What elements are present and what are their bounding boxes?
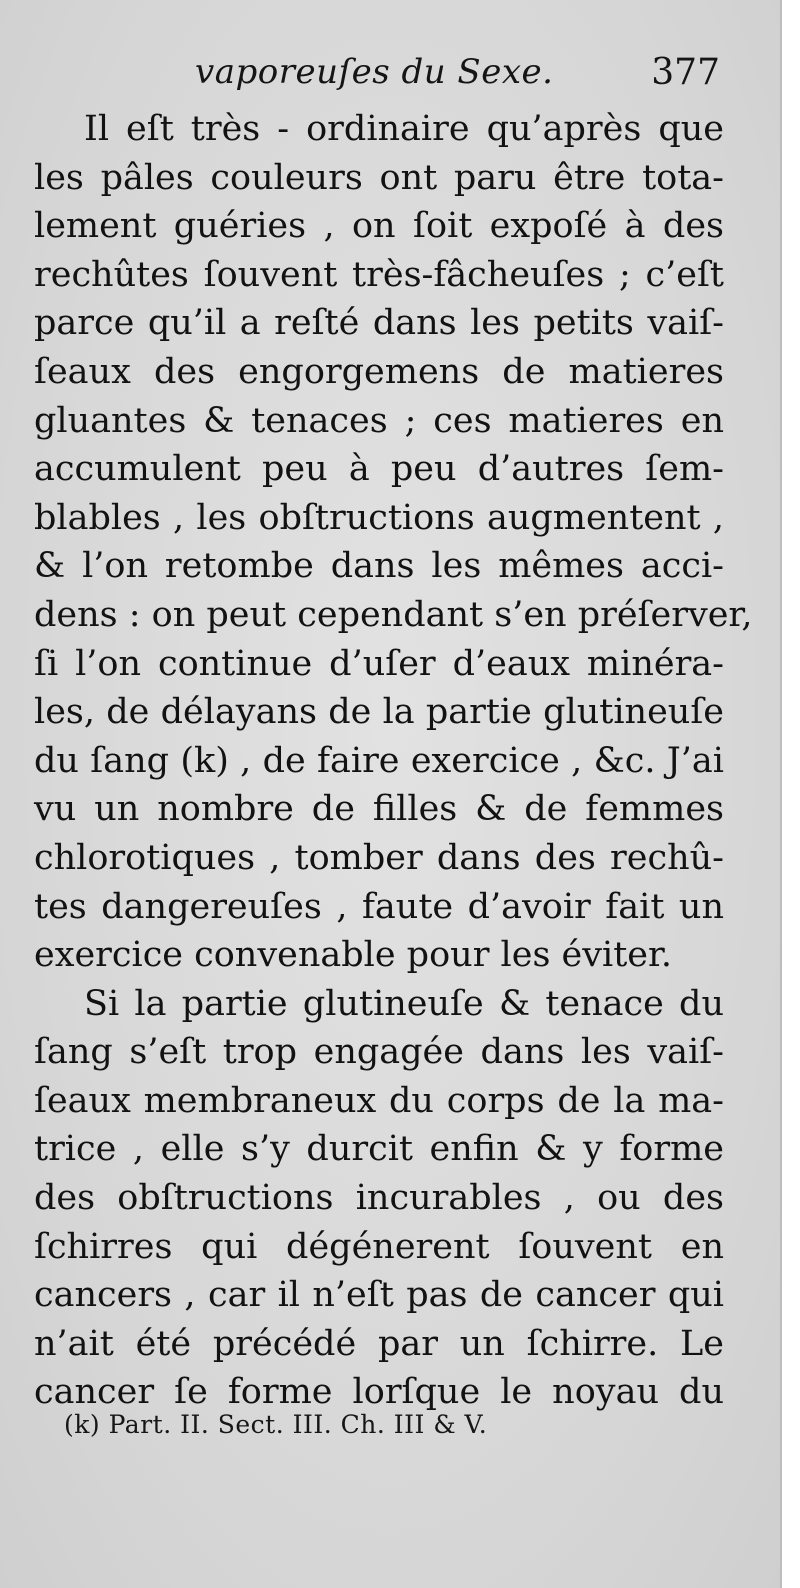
text-line: ſi l’on continue d’uſer d’eaux minéra- [34, 643, 724, 684]
text-line: & l’on retombe dans les mêmes acci- [34, 546, 724, 587]
text-line: lement guéries , on ſoit expoſé à des [34, 206, 724, 247]
body-text [34, 105, 753, 1417]
text-line: du ſang (k) , de faire exercice , &c. J’ai [34, 740, 724, 781]
text-line: cancers , car il n’eſt pas de cancer qui [34, 1275, 724, 1316]
text-line: blables , les obſtructions augmentent , [34, 497, 724, 538]
text-line: tes dangereuſes , faute d’avoir fait un [34, 886, 724, 927]
text-line: ſeaux des engorgemens de matieres [34, 351, 724, 392]
text-line: cancer ſe forme lorſque le noyau du [34, 1372, 724, 1413]
text-line: parce qu’il a reſté dans les petits vaiſ- [34, 303, 724, 344]
running-title: vaporeuſes du Sexe. [195, 52, 554, 92]
text-line: Si la partie glutineuſe & tenace du [84, 983, 724, 1024]
text-line: gluantes & tenaces ; ces matieres en [34, 400, 724, 441]
text-line: les pâles couleurs ont paru être tota- [34, 157, 724, 198]
text-line: ſang s’eſt trop engagée dans les vaiſ- [34, 1032, 724, 1073]
text-line: des obſtructions incurables , ou des [34, 1178, 724, 1219]
running-head [195, 52, 720, 112]
text-line: dens : on peut cependant s’en préſerver, [34, 594, 753, 635]
text-line: Il eſt très - ordinaire qu’après que [84, 109, 724, 149]
text-line: ſeaux membraneux du corps de la ma- [34, 1080, 724, 1121]
text-line: vu un nombre de filles & de femmes [34, 789, 724, 830]
text-line: exercice convenable pour les éviter. [34, 935, 673, 976]
paragraph-1 [34, 105, 753, 980]
text-line: accumulent peu à peu d’autres ſem- [34, 449, 724, 490]
text-line: rechûtes ſouvent très-fâcheuſes ; c’eſt [34, 254, 724, 295]
text-line: ſchirres qui dégénerent ſouvent en [34, 1226, 724, 1267]
paragraph-2 [34, 980, 724, 1417]
page-edge [780, 0, 800, 1588]
text-line: trice , elle s’y durcit enfin & y forme [34, 1129, 724, 1170]
text-line: chlorotiques , tomber dans des rechû- [34, 837, 724, 878]
page-number: 377 [651, 52, 720, 93]
text-line: n’ait été précédé par un ſchirre. Le [34, 1323, 724, 1364]
footnote: (k) Part. II. Sect. III. Ch. III & V. [64, 1410, 488, 1439]
text-line: les, de délayans de la partie glutineuſe [34, 692, 724, 733]
